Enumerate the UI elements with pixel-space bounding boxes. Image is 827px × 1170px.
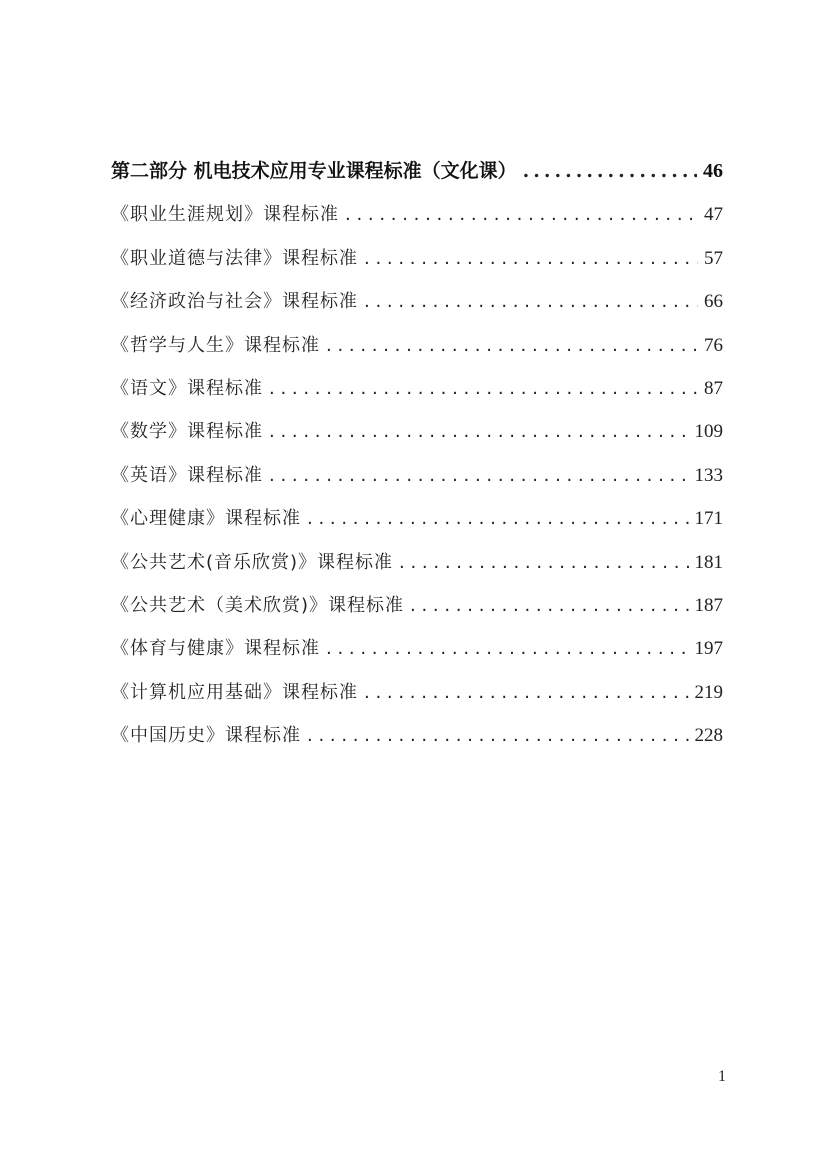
toc-entry-page: 133 — [694, 464, 723, 486]
dot-leader — [364, 671, 689, 714]
toc-entry-title: 《经济政治与社会》课程标准 — [111, 291, 358, 313]
toc-entry-title: 《中国历史》课程标准 — [111, 725, 301, 747]
toc-entry-title: 《英语》课程标准 — [111, 464, 263, 486]
toc-entry[interactable] — [111, 324, 723, 367]
toc-section-heading[interactable] — [111, 150, 723, 193]
dot-leader — [410, 584, 688, 627]
toc-entry-page: 47 — [704, 204, 723, 226]
toc-entry-title: 《职业道德与法律》课程标准 — [111, 247, 358, 269]
toc-entry-title: 《心理健康》课程标准 — [111, 508, 301, 530]
toc-entry-page: 76 — [704, 334, 723, 356]
toc-entry[interactable] — [111, 193, 723, 236]
dot-leader — [326, 324, 698, 367]
dot-leader — [523, 150, 697, 193]
dot-leader — [364, 280, 698, 323]
toc-entry[interactable] — [111, 671, 723, 714]
toc-entry-title: 《公共艺术（美术欣赏)》课程标准 — [111, 594, 405, 616]
table-of-contents — [111, 150, 723, 757]
toc-entry[interactable] — [111, 280, 723, 323]
toc-entry[interactable] — [111, 497, 723, 540]
toc-entry-title: 《计算机应用基础》课程标准 — [111, 681, 358, 703]
toc-entry-page: 57 — [704, 247, 723, 269]
toc-entry-page: 109 — [694, 421, 723, 443]
dot-leader — [269, 367, 698, 410]
toc-entry-page: 171 — [694, 508, 723, 530]
dot-leader — [307, 497, 689, 540]
toc-heading-page: 46 — [703, 160, 723, 182]
toc-entry-title: 《语文》课程标准 — [111, 377, 263, 399]
toc-entry[interactable] — [111, 410, 723, 453]
dot-leader — [345, 193, 698, 236]
toc-entry[interactable] — [111, 237, 723, 280]
dot-leader — [326, 627, 689, 670]
dot-leader — [269, 410, 689, 453]
toc-entry-page: 181 — [694, 551, 723, 573]
toc-entry-page: 197 — [694, 638, 723, 660]
toc-entry-page: 66 — [704, 291, 723, 313]
toc-entry-title: 《公共艺术(音乐欣赏)》课程标准 — [111, 551, 394, 573]
toc-entry-title: 《数学》课程标准 — [111, 421, 263, 443]
toc-heading-title: 第二部分 机电技术应用专业课程标准（文化课） — [111, 160, 517, 182]
toc-entry-title: 《哲学与人生》课程标准 — [111, 334, 320, 356]
dot-leader — [364, 237, 698, 280]
toc-entry-page: 219 — [694, 681, 723, 703]
dot-leader — [269, 454, 689, 497]
dot-leader — [307, 714, 689, 757]
toc-entry[interactable] — [111, 454, 723, 497]
toc-entry[interactable] — [111, 627, 723, 670]
toc-entry-page: 187 — [694, 594, 723, 616]
toc-entry-page: 87 — [704, 377, 723, 399]
toc-entry[interactable] — [111, 541, 723, 584]
toc-entry[interactable] — [111, 367, 723, 410]
toc-entry[interactable] — [111, 714, 723, 757]
toc-entry-title: 《体育与健康》课程标准 — [111, 638, 320, 660]
page-number: 1 — [718, 1068, 726, 1085]
toc-entry-title: 《职业生涯规划》课程标准 — [111, 204, 339, 226]
toc-entry[interactable] — [111, 584, 723, 627]
dot-leader — [399, 541, 688, 584]
toc-entry-page: 228 — [694, 725, 723, 747]
